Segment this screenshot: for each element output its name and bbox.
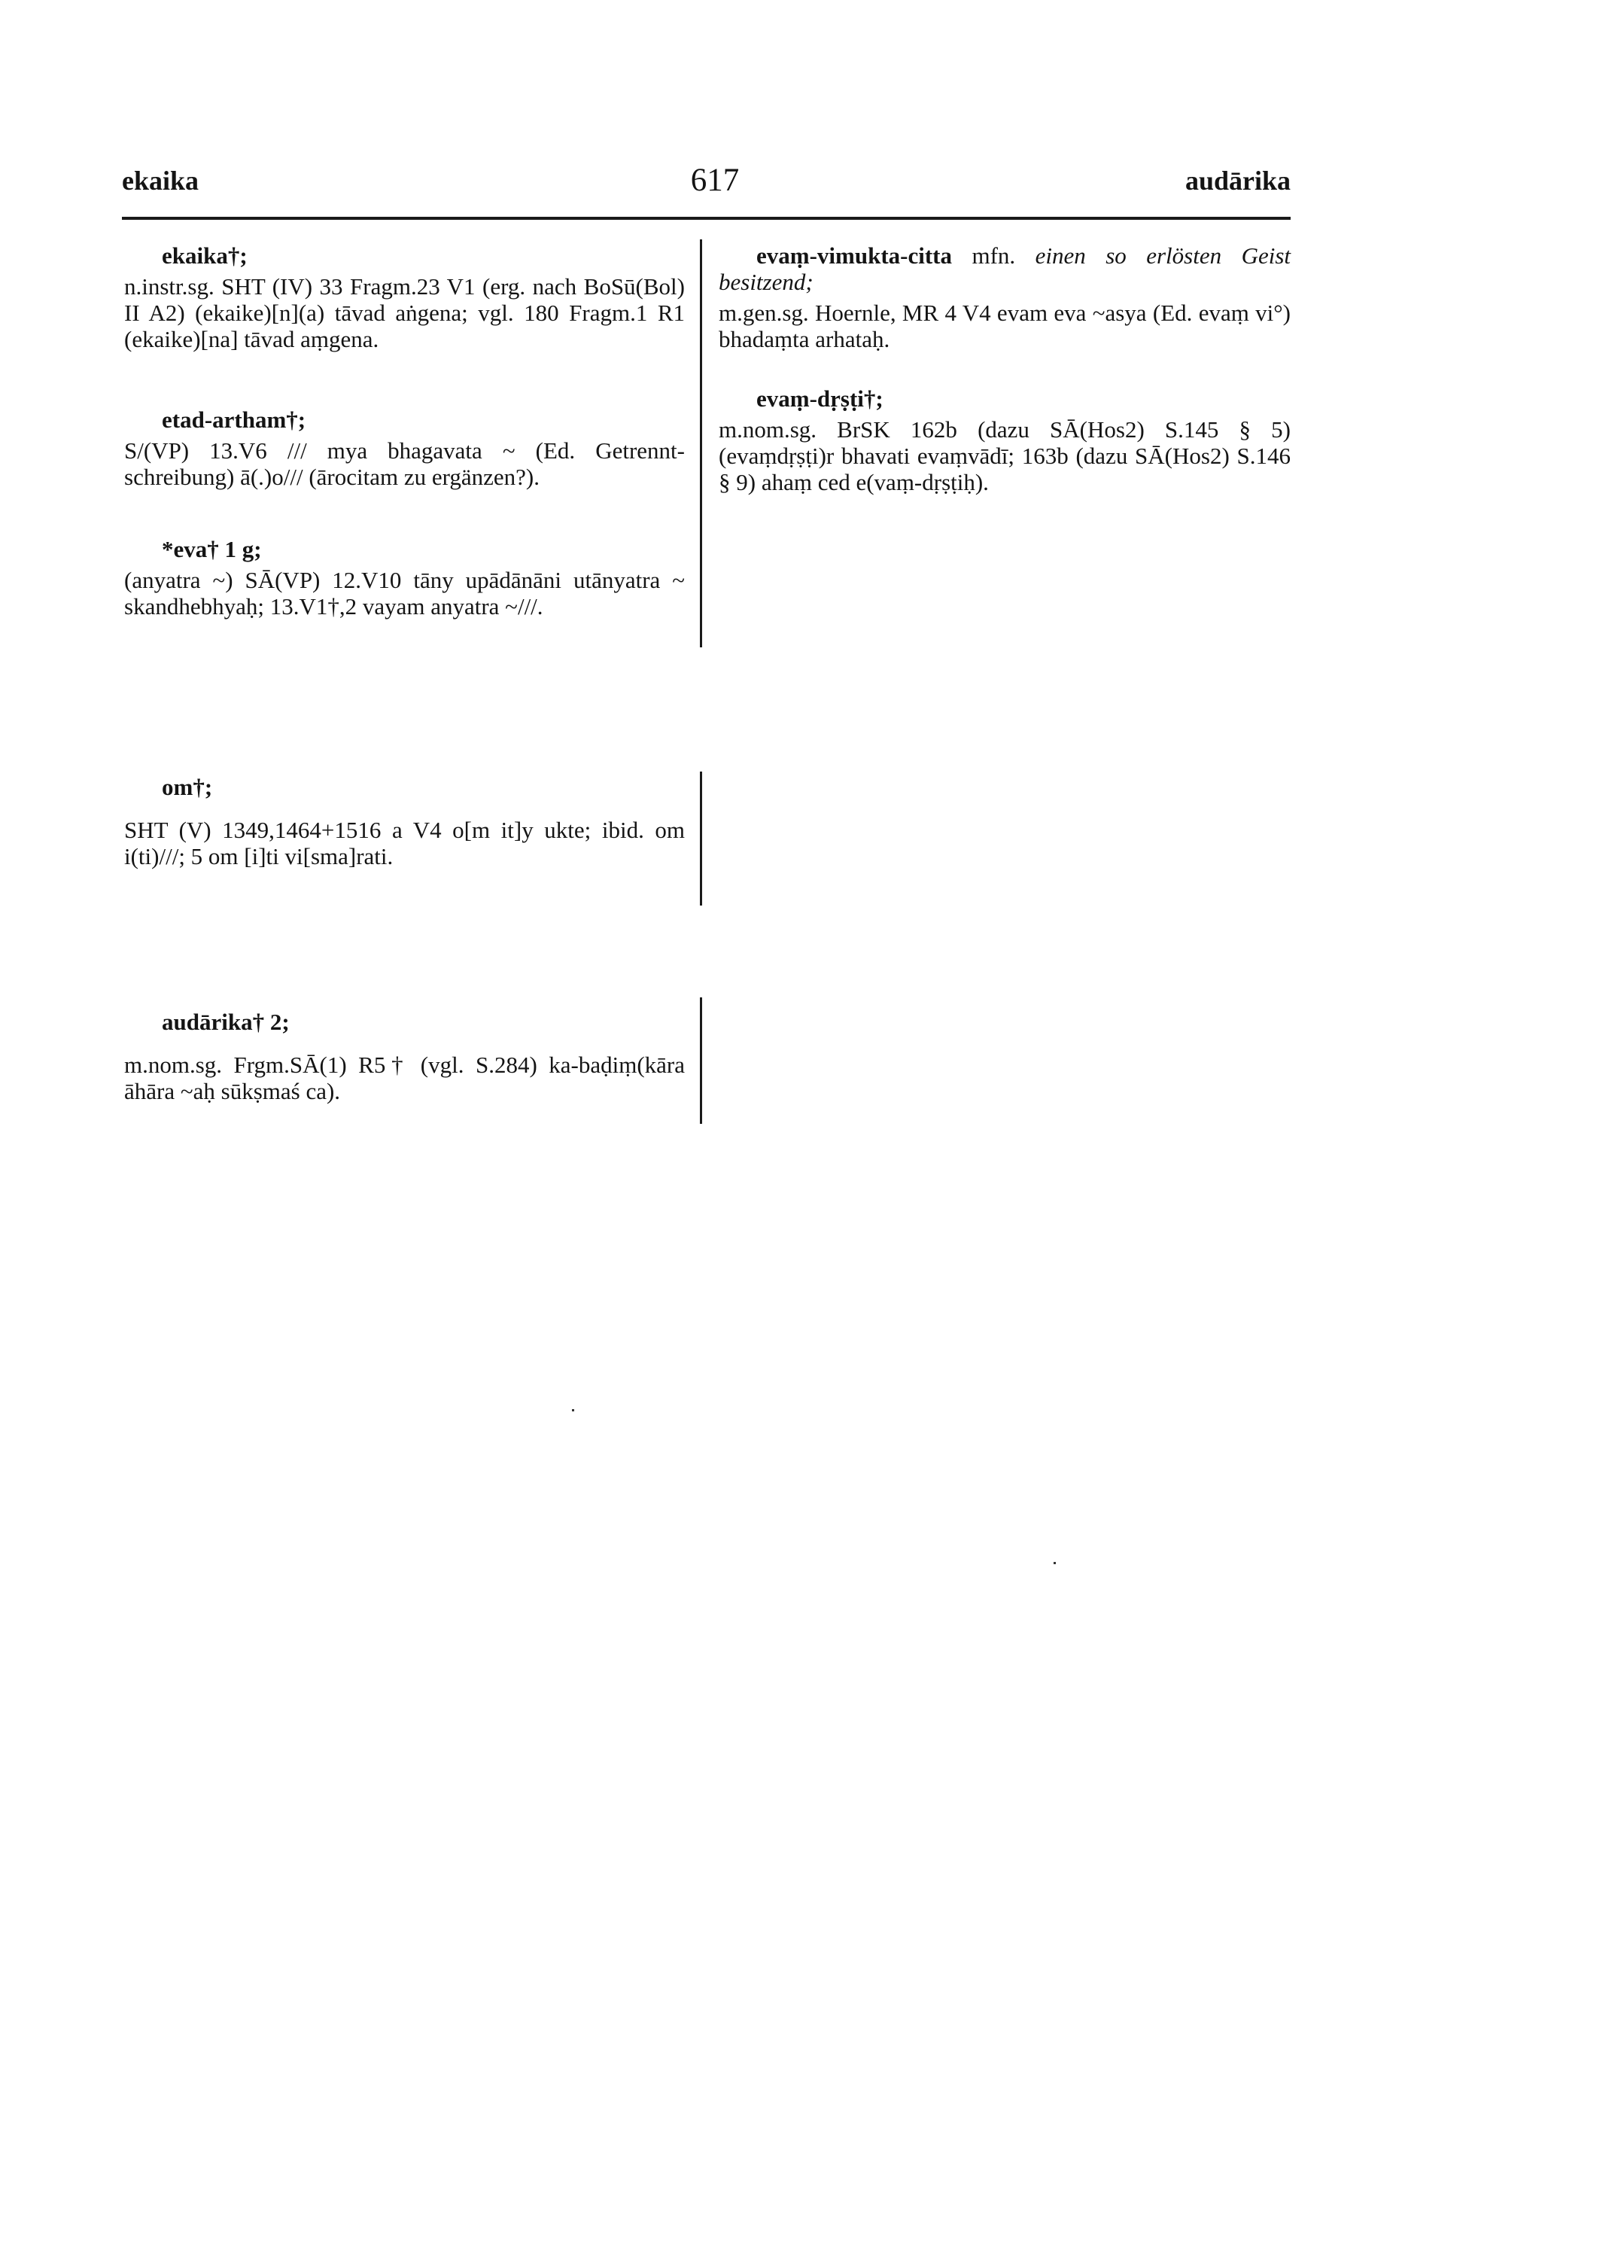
entry-text: S/(VP) 13.V6 /// mya bhagavata ~ (Ed. Getrennt-schreibung) ā(.)o/// (ārocitam zu ergänzen?). xyxy=(124,437,685,490)
entry-om xyxy=(124,774,685,869)
column-divider-top xyxy=(700,239,702,647)
lemma: etad-artham†; xyxy=(162,406,306,433)
column-divider-middle xyxy=(700,772,702,906)
scan-speck xyxy=(1054,1562,1056,1564)
lemma: ekaika†; xyxy=(162,242,248,269)
entry-eva xyxy=(124,536,685,620)
scan-speck xyxy=(572,1409,574,1411)
lemma: evaṃ-dṛṣṭi†; xyxy=(756,385,883,412)
entry-text: m.nom.sg. Frgm.SĀ(1) R5† (vgl. S.284) ka-baḍiṃ(kāra āhāra ~aḥ sūkṣmaś ca). xyxy=(124,1052,685,1104)
entry-evam-drsti xyxy=(719,385,1291,495)
entry-ekaika xyxy=(124,242,685,352)
entry-evam-vimukta-citta xyxy=(719,242,1291,352)
entry-text: m.gen.sg. Hoernle, MR 4 V4 evam eva ~asya (Ed. evaṃ vi°) bhadaṃta arhataḥ. xyxy=(719,300,1291,352)
lemma-suffix: mfn. xyxy=(972,242,1016,269)
page-number: 617 xyxy=(690,163,740,198)
entry-text: n.instr.sg. SHT (IV) 33 Fragm.23 V1 (erg. nach BoSū(Bol) II A2) (ekaike)[n](a) tāvad aṅgena; vgl. 180 Fragm.1 R1 (ekaike)[na] tāvad aṃgena. xyxy=(124,273,685,352)
lemma: *eva† 1 g; xyxy=(162,536,262,562)
entry-text: SHT (V) 1349,1464+1516 a V4 o[m it]y ukte; ibid. om i(ti)///; 5 om [i]ti vi[sma]rati. xyxy=(124,817,685,869)
lemma: evaṃ-vimukta-citta xyxy=(756,242,952,269)
entry-etad-artham xyxy=(124,406,685,490)
entry-text: (anyatra ~) SĀ(VP) 12.V10 tāny upādānāni utānyatra ~ skandhebhyaḥ; 13.V1†,2 vayam anyatra ~///. xyxy=(124,567,685,620)
column-divider-bottom xyxy=(700,997,702,1124)
running-head-right: audārika xyxy=(1185,166,1291,196)
header-rule xyxy=(122,217,1291,220)
entry-text: m.nom.sg. BrSK 162b (dazu SĀ(Hos2) S.145 § 5) (evaṃdṛṣṭi)r bhavati evaṃvādī; 163b (dazu SĀ(Hos2) S.146 § 9) ahaṃ ced e(vaṃ-dṛṣṭiḥ). xyxy=(719,416,1291,495)
entry-audarika xyxy=(124,1009,685,1104)
lemma: om†; xyxy=(162,774,213,800)
gloss: einen so erlösten Geist besitzend; xyxy=(719,242,1291,295)
lemma: audārika† 2; xyxy=(162,1009,290,1035)
running-head-left: ekaika xyxy=(122,166,199,196)
